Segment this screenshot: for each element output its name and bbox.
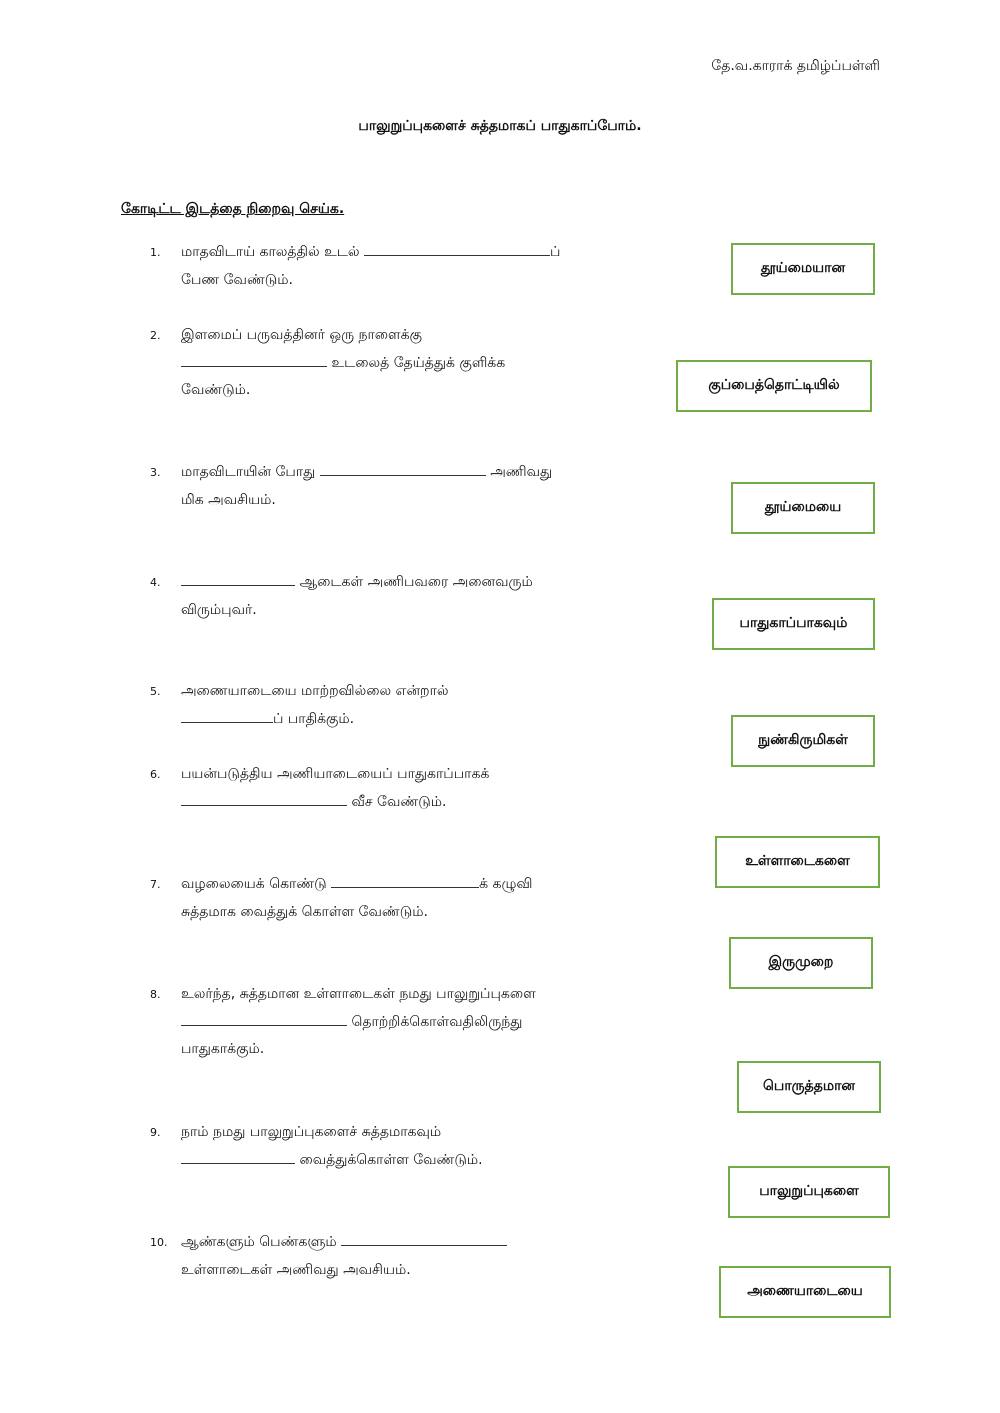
answer-blank[interactable] [181, 571, 295, 586]
word-box-8[interactable]: பொருத்தமான [737, 1061, 881, 1113]
question-text: உலர்ந்த, சுத்தமான உள்ளாடைகள் நமது பாலுறுப்புகளை [181, 986, 536, 1002]
question-text: வழலையைக் கொண்டு [181, 876, 332, 892]
question-text: வீச வேண்டும். [347, 793, 447, 810]
question-5 [150, 678, 620, 733]
question-number: 3. [150, 466, 161, 479]
question-text: ப் [550, 244, 561, 260]
question-text: வைத்துக்கொள்ள வேண்டும். [295, 1151, 483, 1168]
question-7 [150, 871, 620, 926]
answer-blank[interactable] [181, 352, 327, 367]
question-text: அணிவது [485, 464, 553, 480]
question-number: 7. [150, 878, 161, 891]
question-2 [150, 322, 620, 405]
question-number: 10. [150, 1236, 168, 1249]
question-3 [150, 459, 620, 514]
worksheet-title: பாலுறுப்புகளைச் சுத்தமாகப் பாதுகாப்போம். [358, 118, 642, 134]
question-text: பேண வேண்டும். [181, 271, 293, 288]
question-text: இளமைப் பருவத்தினர் ஒரு நாளைக்கு [181, 327, 423, 343]
word-box-10[interactable]: அணையாடையை [719, 1266, 891, 1318]
question-text: பாதுகாக்கும். [181, 1041, 265, 1057]
question-6 [150, 761, 620, 816]
question-10 [150, 1229, 620, 1284]
question-text: உள்ளாடைகள் அணிவது அவசியம். [181, 1261, 411, 1278]
question-text: ப் பாதிக்கும். [273, 710, 355, 727]
question-number: 2. [150, 329, 161, 342]
question-text: வேண்டும். [181, 382, 251, 398]
question-text: ஆடைகள் அணிபவரை அனைவரும் [295, 574, 533, 590]
word-box-3[interactable]: தூய்மையை [731, 482, 875, 534]
question-4 [150, 569, 620, 624]
question-text: மாதவிடாய் காலத்தில் உடல் [181, 244, 365, 260]
word-box-9[interactable]: பாலுறுப்புகளை [728, 1166, 890, 1218]
question-number: 5. [150, 685, 161, 698]
question-text: மாதவிடாயின் போது [181, 464, 320, 480]
word-box-5[interactable]: நுண்கிருமிகள் [731, 715, 875, 767]
answer-blank[interactable] [181, 1011, 347, 1026]
answer-blank[interactable] [181, 708, 273, 723]
question-text: அணையாடையை மாற்றவில்லை என்றால் [181, 683, 449, 699]
answer-blank[interactable] [341, 1231, 507, 1246]
word-box-2[interactable]: குப்பைத்தொட்டியில் [676, 360, 872, 412]
word-box-6[interactable]: உள்ளாடைகளை [715, 836, 880, 888]
question-number: 8. [150, 988, 161, 1001]
question-9 [150, 1119, 620, 1174]
question-8 [150, 981, 620, 1064]
answer-blank[interactable] [181, 791, 347, 806]
question-text: பயன்படுத்திய அணியாடையைப் பாதுகாப்பாகக் [181, 766, 490, 782]
question-text: விரும்புவர். [181, 601, 257, 618]
school-name: தே.வ.காராக் தமிழ்ப்பள்ளி [711, 58, 880, 74]
answer-blank[interactable] [320, 461, 486, 476]
question-text: ஆண்களும் பெண்களும் [181, 1234, 342, 1250]
question-number: 9. [150, 1126, 161, 1139]
question-number: 6. [150, 768, 161, 781]
word-box-1[interactable]: தூய்மையான [731, 243, 875, 295]
answer-blank[interactable] [181, 1149, 295, 1164]
answer-blank[interactable] [364, 241, 550, 256]
question-number: 4. [150, 576, 161, 589]
question-text: தொற்றிக்கொள்வதிலிருந்து [347, 1013, 523, 1030]
word-box-7[interactable]: இருமுறை [729, 937, 873, 989]
question-number: 1. [150, 246, 161, 259]
question-text: மிக அவசியம். [181, 491, 276, 508]
question-text: நாம் நமது பாலுறுப்புகளைச் சுத்தமாகவும் [181, 1124, 442, 1140]
question-text: சுத்தமாக வைத்துக் கொள்ள வேண்டும். [181, 903, 428, 920]
instruction-heading: கோடிட்ட இடத்தை நிறைவு செய்க. [121, 201, 345, 217]
question-text: உடலைத் தேய்த்துக் குளிக்க [327, 354, 506, 371]
answer-blank[interactable] [331, 873, 479, 888]
word-box-4[interactable]: பாதுகாப்பாகவும் [712, 598, 875, 650]
question-text: க் கழுவி [479, 876, 533, 892]
question-1 [150, 239, 620, 294]
